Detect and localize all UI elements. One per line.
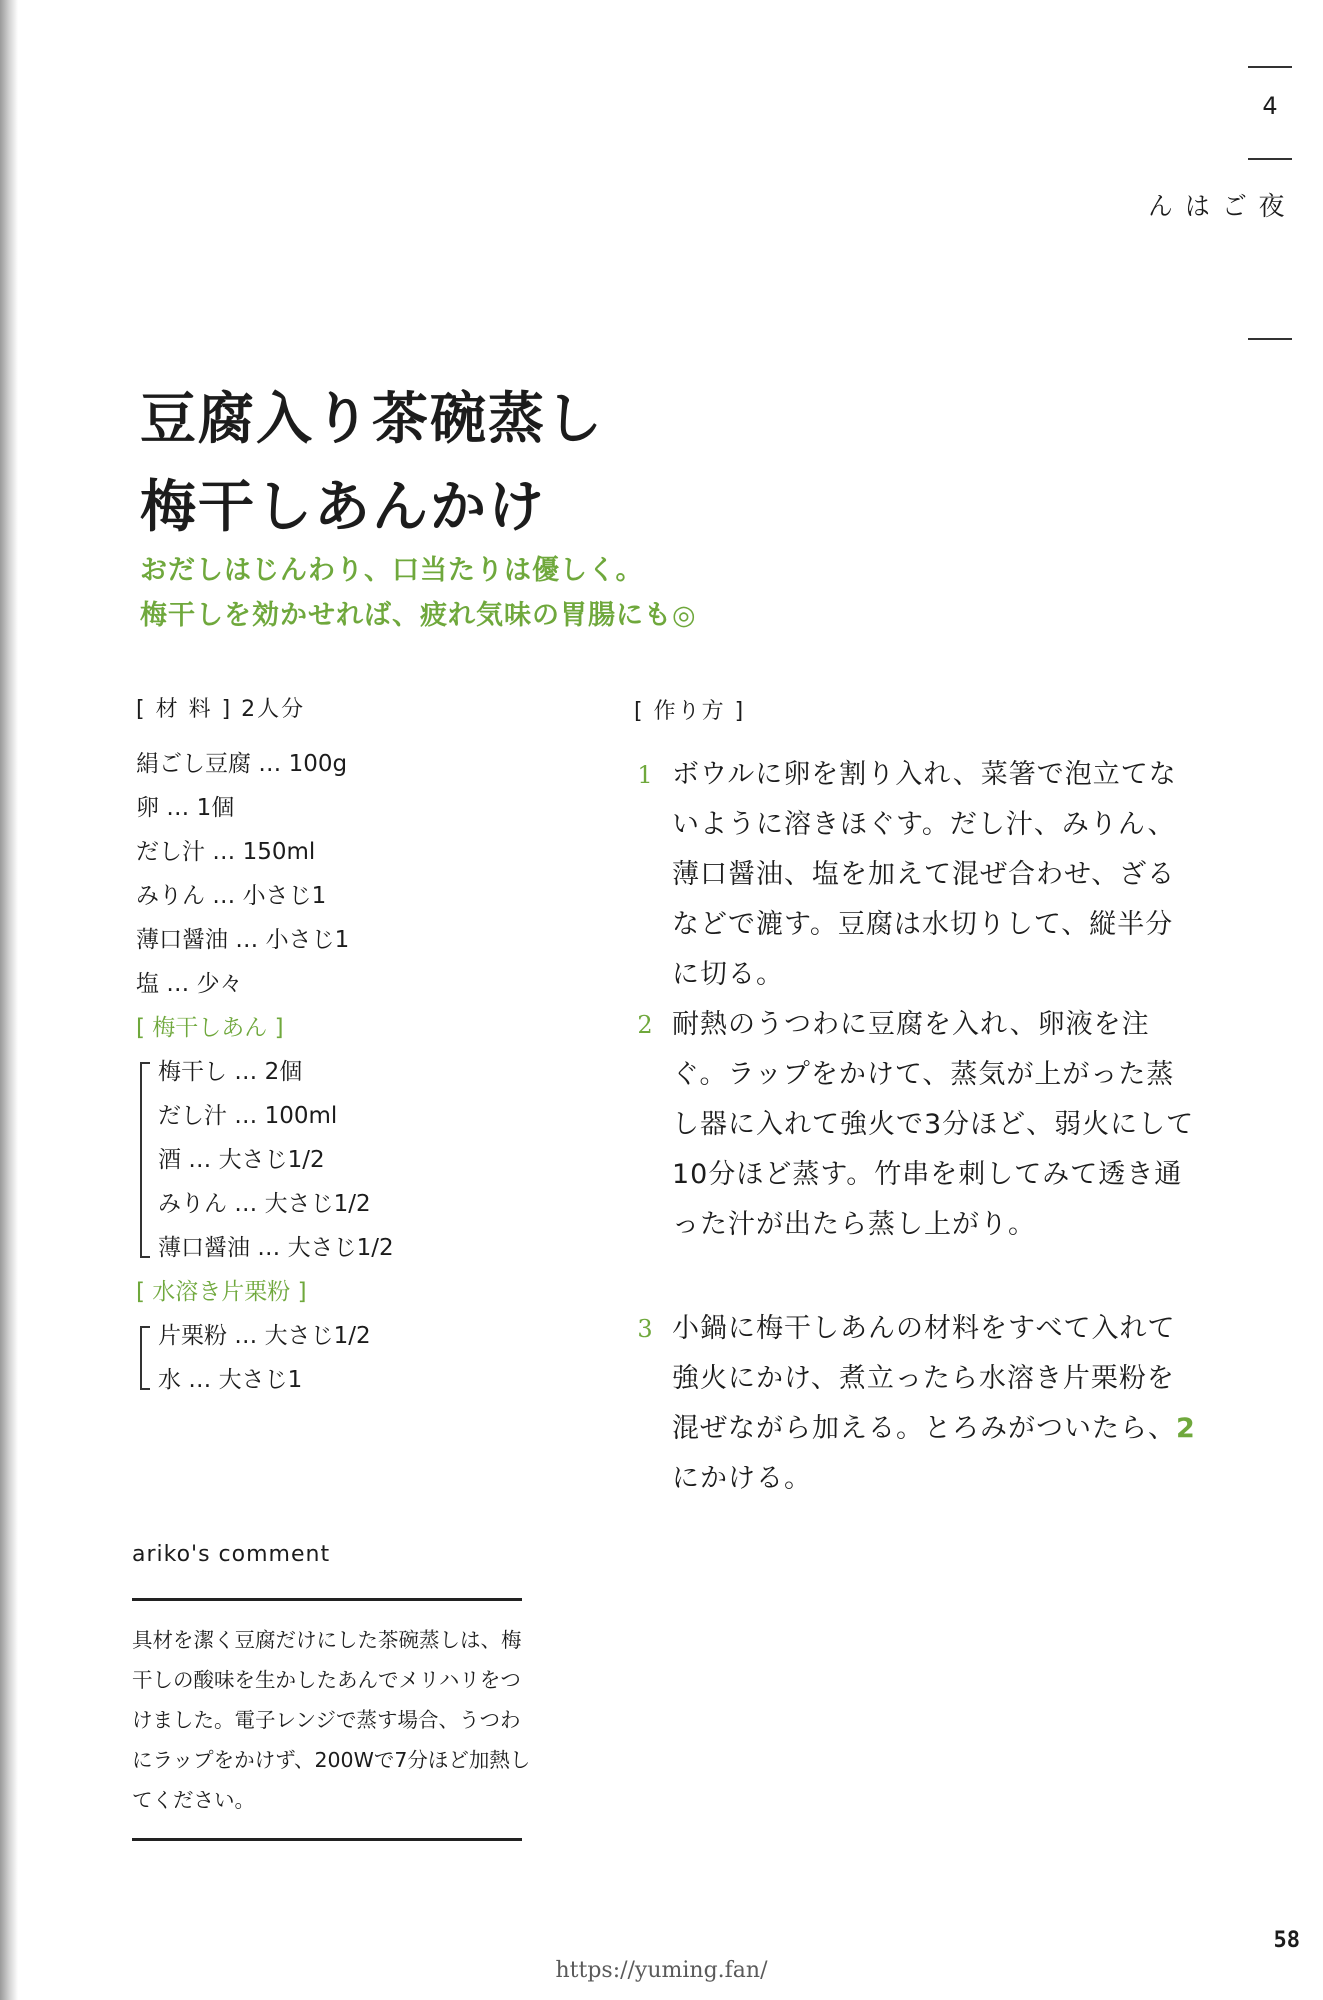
step-text: 耐熱のうつわに豆腐を入れ、卵液を注ぐ。ラップをかけて、蒸気が上がった蒸し器に入れて強火で3分ほど、弱火にして10分ほど蒸す。竹串を刺してみて透き通った汁が出たら蒸し上がり。 — [672, 1009, 1195, 1240]
book-gutter-shadow — [0, 0, 18, 2000]
ingredient-item: 酒 … 大さじ1/2 — [158, 1147, 325, 1173]
comment-rule-bottom — [132, 1838, 522, 1841]
step-text: ボウルに卵を割り入れ、菜箸で泡立てないように溶きほぐす。だし汁、みりん、薄口醤油、塩を加えて混ぜ合わせ、ざるなどで漉す。豆腐は水切りして、縦半分に切る。 — [672, 759, 1177, 990]
ingredients-heading: [ 材 料 ] 2人分 — [136, 697, 306, 722]
ingredient-item: 水 … 大さじ1 — [158, 1367, 303, 1393]
mizutoki-heading: [ 水溶き片栗粉 ] — [136, 1279, 307, 1305]
method-step — [630, 1304, 1200, 1504]
ingredient-item: 片栗粉 … 大さじ1/2 — [158, 1323, 371, 1349]
ingredient-item: 薄口醤油 … 小さじ1 — [136, 927, 350, 953]
umeboshi-an-group — [136, 1050, 556, 1270]
page-number: 58 — [1273, 1928, 1300, 1953]
method-step — [630, 1000, 1200, 1250]
ingredient-item: 薄口醤油 … 大さじ1/2 — [158, 1235, 394, 1261]
group-bracket — [140, 1062, 150, 1258]
method-heading: [ 作り方 ] — [634, 699, 746, 724]
comment-label: ariko's comment — [132, 1542, 331, 1567]
ingredient-item: だし汁 … 100ml — [158, 1103, 338, 1129]
mizutoki-group — [136, 1314, 556, 1402]
watermark-url: https://yuming.fan/ — [555, 1958, 768, 1983]
ingredients-list — [136, 742, 556, 1402]
ingredient-item: みりん … 小さじ1 — [136, 883, 327, 909]
ingredient-item: 塩 … 少々 — [136, 971, 243, 997]
recipe-title — [140, 376, 604, 552]
ingredient-item: 梅干し … 2個 — [158, 1059, 303, 1085]
ingredient-item: 卵 … 1個 — [136, 795, 235, 821]
recipe-title-line2: 梅干しあんかけ — [140, 475, 546, 540]
chapter-rule-middle — [1248, 158, 1292, 160]
recipe-subtitle-line1: おだしはじんわり、口当たりは優しく。 — [140, 555, 644, 586]
comment-text: 具材を潔く豆腐だけにした茶碗蒸しは、梅干しの酸味を生かしたあんでメリハリをつけました。電子レンジで蒸す場合、うつわにラップをかけず、200Wで7分ほど加熱してください。 — [132, 1628, 531, 1812]
chapter-number: 4 — [1262, 92, 1278, 120]
step-text-before: 小鍋に梅干しあんの材料をすべて入れて強火にかけ、煮立ったら水溶き片栗粉を混ぜながら加える。とろみがついたら、 — [672, 1313, 1176, 1444]
recipe-subtitle — [140, 548, 697, 638]
recipe-subtitle-line2: 梅干しを効かせれば、疲れ気味の胃腸にも◎ — [140, 600, 697, 631]
ingredient-item: みりん … 大さじ1/2 — [158, 1191, 371, 1217]
ingredient-item: 絹ごし豆腐 … 100g — [136, 751, 348, 777]
step-text-after: にかける。 — [672, 1463, 812, 1494]
group-bracket — [140, 1326, 150, 1390]
umeboshi-an-heading: [ 梅干しあん ] — [136, 1015, 284, 1041]
recipe-title-line1: 豆腐入り茶碗蒸し — [140, 387, 604, 452]
step-text — [672, 1304, 1200, 1504]
chapter-label: 夜ごはん — [1143, 192, 1284, 220]
step-number: 3 — [637, 1315, 653, 1343]
chapter-rule-top — [1248, 66, 1292, 68]
ingredient-item: だし汁 … 150ml — [136, 839, 316, 865]
chapter-rule-bottom — [1248, 338, 1292, 340]
step-reference: 2 — [1176, 1413, 1196, 1444]
method-step — [630, 750, 1200, 1000]
step-number: 2 — [637, 1011, 653, 1039]
step-number: 1 — [637, 761, 653, 789]
comment-rule-top — [132, 1598, 522, 1601]
